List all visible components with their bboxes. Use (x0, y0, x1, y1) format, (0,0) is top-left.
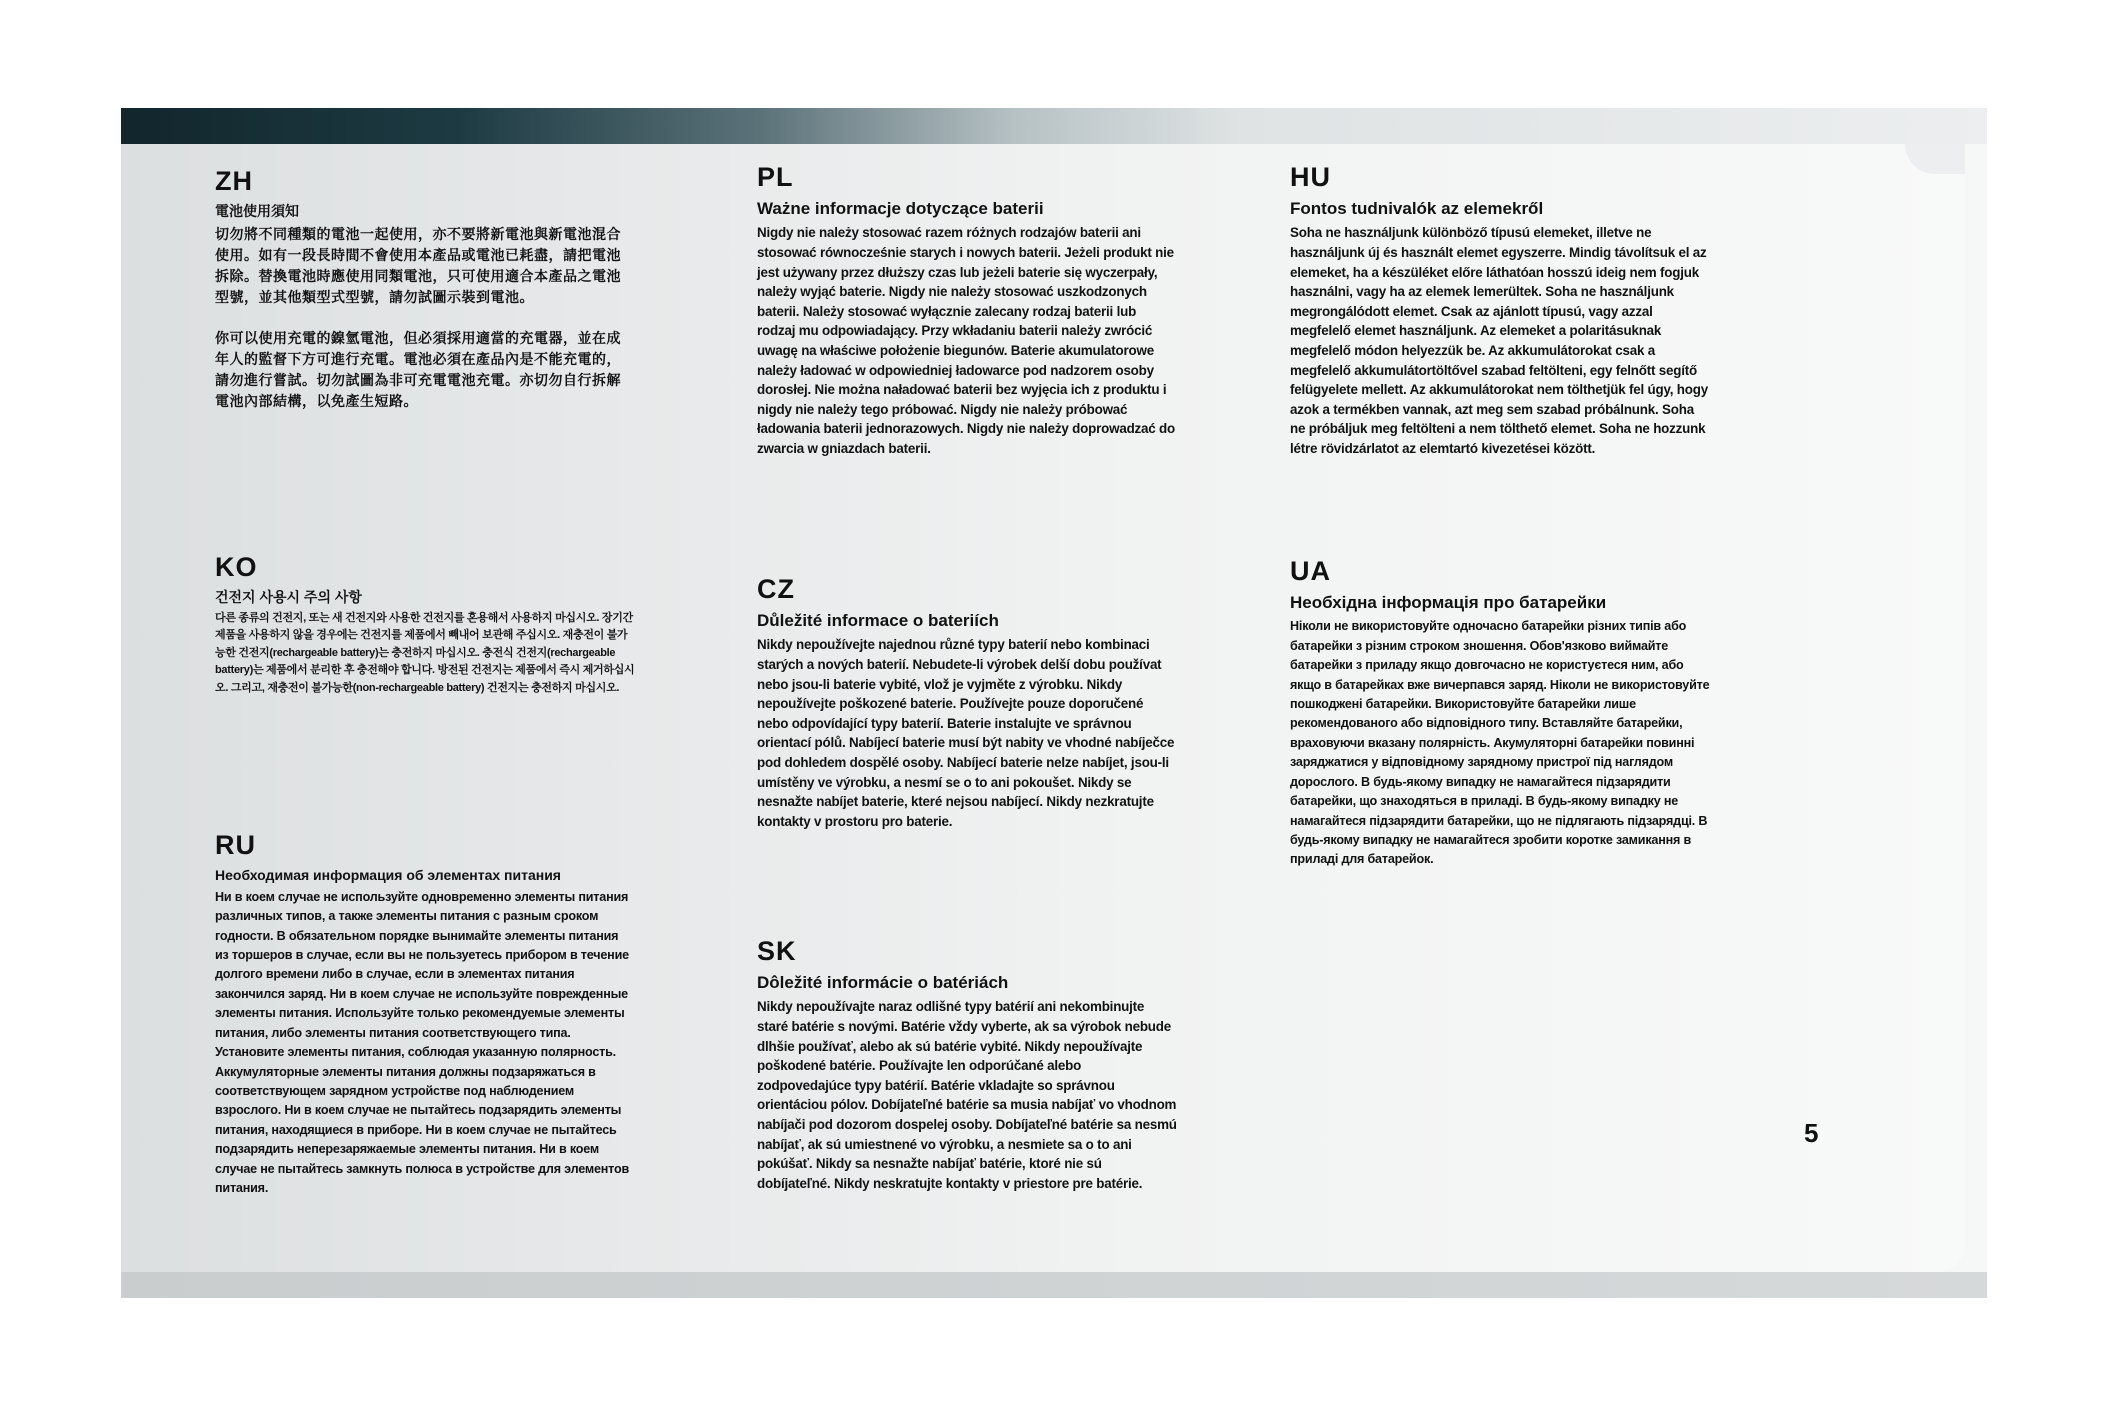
section-zh-body-1: 切勿將不同種類的電池一起使用，亦不要將新電池與新電池混合使用。如有一段長時間不會使用本產品或電池已耗盡，請把電池拆除。替換電池時應使用同類電池，只可使用適合本產品之電池型號，並其他類型式型號，請勿試圖示裝到電池。 (215, 225, 621, 305)
section-pl-code: PL (757, 162, 794, 192)
section-ru-heading: Необходимая информация об элементах питания (215, 867, 561, 884)
section-ru (215, 830, 635, 1198)
section-hu-code: HU (1290, 162, 1331, 192)
section-ko (215, 552, 635, 697)
section-ru-code: RU (215, 830, 256, 860)
section-ua-body: Ніколи не використовуйте одночасно батарейки різних типів або батарейки з різним строком зношення. Обов'язково виймайте батарейки з приладу якщо довгочасно не користуєтеся ним, або якщо в батарейках вже вичерпався заряд. Ніколи не використовуйте пошкоджені батарейки. Використовуйте батарейки лише рекомендованого або відповідного типу. Вставляйте батарейки, враховуючи вказану полярність. Акумуляторні батарейки повинні заряджатися у відповідному зарядному пристрої під наглядом дорослого. В будь-якому випадку не намагайтеся підзарядити батарейки, що знаходяться в приладі. В будь-якому випадку не намагайтеся підзарядити батарейки, що не підлягають підзарядці. В будь-якому випадку не намагайтеся зробити коротке замикання в приладі для батарейок. (1290, 619, 1710, 867)
section-pl (757, 162, 1177, 459)
section-zh-body-2: 你可以使用充電的鎳氫電池，但必須採用適當的充電器，並在成年人的監督下方可進行充電。電池必須在產品內是不能充電的，請勿進行嘗試。切勿試圖為非可充電電池充電。亦切勿自行拆解電池內部結構，以免產生短路。 (215, 329, 621, 409)
section-sk-body: Nikdy nepoužívajte naraz odlišné typy batérií ani nekombinujte staré batérie s novými. Batérie vždy vyberte, ak sa výrobok nebude dlhšie používať, alebo ak sú batérie vybité. Nikdy nepoužívajte poškodené batérie. Používajte len odporúčané alebo zodpovedajúce typy batérií. Batérie vkladajte so správnou orientáciou pólov. Dobíjateľné batérie sa musia nabíjať vo vhodnom nabíjači pod dozorom dospelej osoby. Dobíjateľné batérie sa nesmú nabíjať, ak sú umiestnené vo výrobku, a nesmiete sa o to ani pokúšať. Nikdy sa nesnažte nabíjať batérie, ktoré nie sú dobíjateľné. Nikdy neskratujte kontakty v priestore pre batérie. (757, 999, 1177, 1191)
section-zh-heading: 電池使用須知 (215, 203, 299, 220)
section-cz-code: CZ (757, 574, 795, 604)
section-ko-code: KO (215, 552, 258, 582)
section-sk-code: SK (757, 936, 797, 966)
section-cz (757, 574, 1177, 831)
section-sk (757, 936, 1177, 1193)
section-ua (1290, 556, 1710, 870)
section-cz-heading: Důležité informace o bateriích (757, 611, 999, 631)
header-gradient-bar (121, 108, 1987, 144)
section-sk-heading: Dôležité informácie o batériách (757, 973, 1009, 993)
footer-strip (121, 1272, 1987, 1298)
section-zh (215, 166, 635, 412)
section-pl-heading: Ważne informacje dotyczące baterii (757, 199, 1044, 219)
section-ua-code: UA (1290, 556, 1331, 586)
section-cz-body: Nikdy nepoužívejte najednou různé typy baterií nebo kombinaci starých a nových baterií. Nebudete-li výrobek delší dobu používat nebo jsou-li baterie vybité, vlož je vyjměte z výrobku. Nikdy nepoužívejte poškozené baterie. Používejte pouze doporučené nebo odpovídající typy baterií. Baterie instalujte ve správnou orientací pólů. Nabíjecí baterie musí být nabity ve vhodné nabíječce pod dohledem dospělé osoby. Nabíjecí baterie nelze nabíjet, jsou-li umístěny ve výrobku, a nesmí se o to ani pokoušet. Nikdy se nesnažte nabíjet baterie, které nejsou nabíjecí. Nikdy nezkratujte kontakty v prostoru pro baterie. (757, 637, 1175, 829)
section-pl-body: Nigdy nie należy stosować razem różnych rodzajów baterii ani stosować równocześnie starych i nowych baterii. Jeżeli produkt nie jest używany przez dłuższy czas lub jeżeli baterie się wyczerpały, należy wyjąć baterie. Nigdy nie należy stosować uszkodzonych baterii. Należy stosować wyłącznie zalecany rodzaj baterii lub rodzaj mu odpowiadający. Przy wkładaniu baterii należy zwrócić uwagę na właściwe położenie biegunów. Baterie akumulatorowe należy ładować w odpowiedniej ładowarce pod nadzorem osoby dorosłej. Nie można naładować baterii bez wyjęcia ich z produktu i nigdy nie należy tego próbować. Nigdy nie należy próbować ładowania baterii jednorazowych. Nigdy nie należy doprowadzać do zwarcia w gniazdach baterii. (757, 225, 1176, 456)
section-ua-heading: Необхідна інформація про батарейки (1290, 593, 1607, 613)
section-ko-body: 다른 종류의 건전지, 또는 새 건전지와 사용한 건전지를 혼용해서 사용하지 마십시오. 장기간 제품을 사용하지 않을 경우에는 건전지를 제품에서 빼내어 보관해 주십시오. 재충전이 불가능한 건전지(rechargeable battery)는 충전하지 마십시오. 충전식 건전지(rechargeable battery)는 제품에서 분리한 후 충전해야 합니다. 방전된 건전지는 제품에서 즉시 제거하십시오. 그리고, 재충전이 불가능한(non-rechargeable battery) 건전지는 충전하지 마십시오. (215, 611, 635, 694)
page-number: 5 (1804, 1118, 1819, 1148)
section-zh-code: ZH (215, 166, 253, 196)
section-ko-heading: 건전지 사용시 주의 사항 (215, 589, 362, 606)
section-hu (1290, 162, 1710, 459)
section-ru-body: Ни в коем случае не используйте одновременно элементы питания различных типов, а также элементы питания с разным сроком годности. В обязательном порядке вынимайте элементы питания из торшеров в случае, если вы не пользуетесь прибором в течение долгого времени либо в случае, если в элементах питания закончился заряд. Ни в коем случае не используйте поврежденные элементы питания. Используйте только рекомендуемые элементы питания, либо элементы питания соответствующего типа. Установите элементы питания, соблюдая указанную полярность. Аккумуляторные элементы питания должны подзаряжаться в соответствующем зарядном устройстве под наблюдением взрослого. Ни в коем случае не пытайтесь подзарядить элементы питания, находящиеся в приборе. Ни в коем случае не пытайтесь подзарядить неперезаряжаемые элементы питания. Ни в коем случае не пытайтесь замкнуть полюса в устройстве для элементов питания. (215, 889, 630, 1195)
section-hu-body: Soha ne használjunk különböző típusú elemeket, illetve ne használjunk új és használt elemet egyszerre. Mindig távolítsuk el az elemeket, ha a készüléket előre láthatóan hosszú ideig nem fogjuk használni, vagy ha az elemek lemerültek. Soha ne használjunk megrongálódott elemet. Csak az ajánlott típusú, vagy azzal megfelelő elemet használjunk. Az elemeket a polaritásuknak megfelelő módon helyezzük be. Az akkumulátorokat csak a megfelelő akkumulátortöltővel szabad feltölteni, egy felnőtt segítő felügyelete mellett. Az akkumulátorokat nem tölthetjük fel úgy, hogy azok a termékben vannak, azt meg sem szabad próbálnunk. Soha ne próbáljuk meg feltölteni a nem tölthető elemet. Soha ne hozzunk létre rövidzárlatot az elemtartó kivezetései között. (1290, 225, 1708, 456)
section-hu-heading: Fontos tudnivalók az elemekről (1290, 199, 1544, 219)
